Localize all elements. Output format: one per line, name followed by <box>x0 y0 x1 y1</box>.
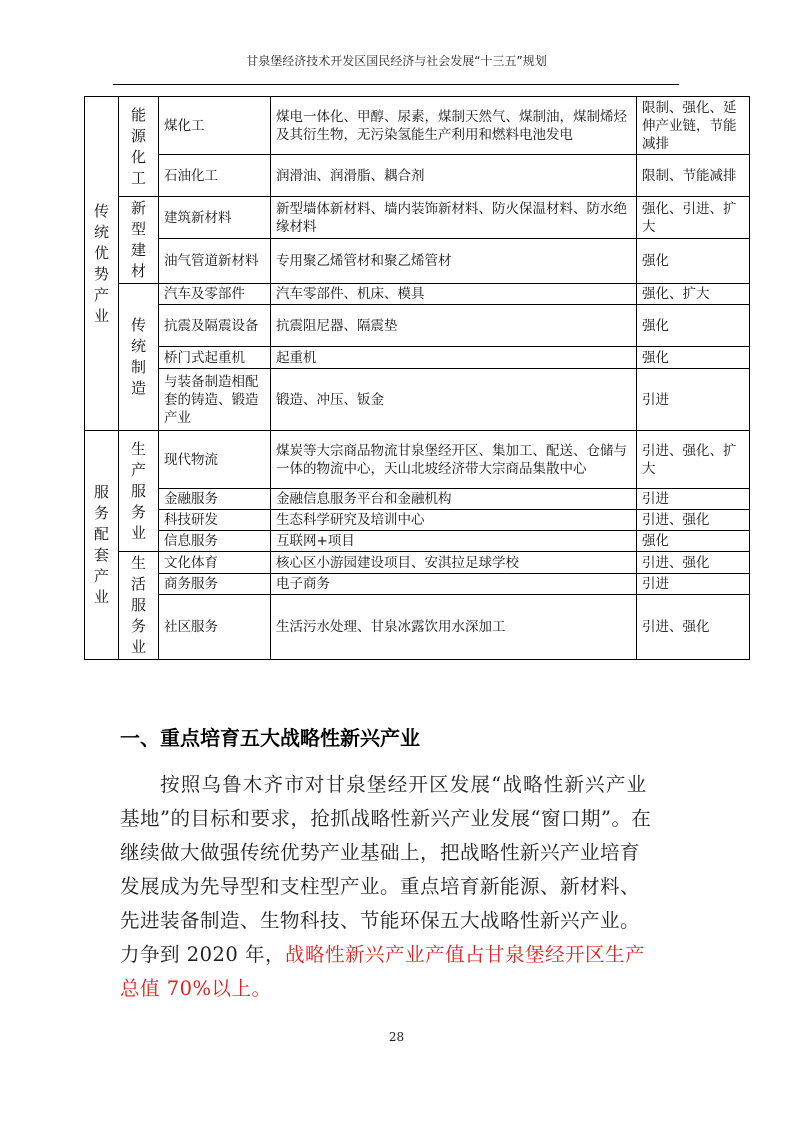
header-rule <box>113 84 679 85</box>
subcategory-label: 新型建材 <box>131 199 147 280</box>
strategy-cell: 限制、强化、延伸产业链，节能减排 <box>637 97 750 155</box>
paragraph-line: 继续做大做强传统优势产业基础上，把战略性新兴产业培育 <box>120 841 641 864</box>
subcategory-label: 能源化工 <box>131 105 147 187</box>
table-row <box>85 574 750 595</box>
subcategory-cell <box>119 431 159 552</box>
industry-cell: 科技研发 <box>159 510 271 531</box>
category-label: 服务配套产业 <box>94 483 110 606</box>
products-cell: 起重机 <box>271 347 637 369</box>
industry-cell: 桥门式起重机 <box>159 347 271 369</box>
subcategory-label: 传统制造 <box>131 316 147 397</box>
products-cell: 电子商务 <box>271 574 637 595</box>
table-row <box>85 369 750 431</box>
subcategory-label: 生活服务业 <box>131 554 147 656</box>
body-paragraph <box>120 768 680 1006</box>
paragraph-line: 按照乌鲁木齐市对甘泉堡经开区发展“战略性新兴产业 <box>160 773 648 796</box>
industry-cell: 现代物流 <box>159 431 271 489</box>
paragraph-line: 先进装备制造、生物科技、节能环保五大战略性新兴产业。 <box>120 909 641 932</box>
products-cell: 煤电一体化、甲醇、尿素，煤制天然气、煤制油，煤制烯烃及其衍生物，无污染氢能生产利用和燃料电池发电 <box>271 97 637 155</box>
products-cell: 金融信息服务平台和金融机构 <box>271 489 637 510</box>
paragraph-line: 发展成为先导型和支柱型产业。重点培育新能源、新材料、 <box>120 875 641 898</box>
products-cell: 生态科学研究及培训中心 <box>271 510 637 531</box>
subcategory-cell <box>119 552 159 660</box>
highlight-text: 战略性新兴产业产值占甘泉堡经开区生产 <box>285 943 646 966</box>
table-row <box>85 595 750 660</box>
subcategory-cell <box>119 284 159 431</box>
industry-table <box>84 96 750 660</box>
table-row <box>85 284 750 305</box>
strategy-cell: 限制、节能减排 <box>637 155 750 197</box>
table-row <box>85 155 750 197</box>
paragraph-line: 基地”的目标和要求，抢抓战略性新兴产业发展“窗口期”。在 <box>120 807 652 830</box>
paragraph-line-last <box>120 938 680 972</box>
table-row <box>85 552 750 574</box>
industry-cell: 与装备制造相配套的铸造、锻造产业 <box>159 369 271 431</box>
strategy-cell: 强化 <box>637 347 750 369</box>
subcategory-cell <box>119 197 159 284</box>
page-number: 28 <box>388 1030 405 1044</box>
strategy-cell: 引进、强化、扩大 <box>637 431 750 489</box>
products-cell: 互联网+项目 <box>271 531 637 552</box>
table-row <box>85 431 750 489</box>
industry-cell: 汽车及零部件 <box>159 284 271 305</box>
subcategory-cell <box>119 97 159 197</box>
strategy-cell: 引进 <box>637 369 750 431</box>
industry-cell: 抗震及隔震设备 <box>159 305 271 347</box>
strategy-cell: 引进、强化 <box>637 552 750 574</box>
industry-cell: 商务服务 <box>159 574 271 595</box>
table-row <box>85 305 750 347</box>
page-header: 甘泉堡经济技术开发区国民经济与社会发展“十三五”规划 <box>246 54 547 68</box>
category-cell <box>85 97 119 431</box>
products-cell: 核心区小游园建设项目、安淇拉足球学校 <box>271 552 637 574</box>
highlight-text: 总值 70%以上。 <box>120 977 272 1000</box>
table-row <box>85 197 750 239</box>
strategy-cell: 强化、扩大 <box>637 284 750 305</box>
table-row <box>85 97 750 155</box>
industry-cell: 油气管道新材料 <box>159 239 271 284</box>
strategy-cell: 引进 <box>637 489 750 510</box>
strategy-cell: 强化、引进、扩大 <box>637 197 750 239</box>
industry-cell: 建筑新材料 <box>159 197 271 239</box>
category-label: 传统优势产业 <box>94 201 110 325</box>
subcategory-label: 生产服务业 <box>131 439 147 542</box>
strategy-cell: 强化 <box>637 531 750 552</box>
table-row <box>85 239 750 284</box>
products-cell: 生活污水处理、甘泉冰露饮用水深加工 <box>271 595 637 660</box>
table-row <box>85 531 750 552</box>
industry-cell: 煤化工 <box>159 97 271 155</box>
products-cell: 锻造、冲压、钣金 <box>271 369 637 431</box>
products-cell: 专用聚乙烯管材和聚乙烯管材 <box>271 239 637 284</box>
last-line-prefix: 力争到 2020 年， <box>120 943 286 966</box>
table-row <box>85 510 750 531</box>
industry-cell: 石油化工 <box>159 155 271 197</box>
industry-cell: 金融服务 <box>159 489 271 510</box>
industry-cell: 文化体育 <box>159 552 271 574</box>
products-cell: 抗震阻尼器、隔震垫 <box>271 305 637 347</box>
products-cell: 煤炭等大宗商品物流甘泉堡经开区、集加工、配送、仓储与一体的物流中心，天山北坡经济带大宗商品集散中心 <box>271 431 637 489</box>
products-cell: 润滑油、润滑脂、耦合剂 <box>271 155 637 197</box>
strategy-cell: 强化 <box>637 305 750 347</box>
strategy-cell: 引进、强化 <box>637 510 750 531</box>
table-row <box>85 489 750 510</box>
table-row <box>85 347 750 369</box>
industry-cell: 信息服务 <box>159 531 271 552</box>
industry-cell: 社区服务 <box>159 595 271 660</box>
products-cell: 新型墙体新材料、墙内装饰新材料、防火保温材料、防水绝缘材料 <box>271 197 637 239</box>
strategy-cell: 引进、强化 <box>637 595 750 660</box>
strategy-cell: 强化 <box>637 239 750 284</box>
products-cell: 汽车零部件、机床、模具 <box>271 284 637 305</box>
category-cell <box>85 431 119 660</box>
section-heading: 一、重点培育五大战略性新兴产业 <box>120 726 420 750</box>
strategy-cell: 引进 <box>637 574 750 595</box>
